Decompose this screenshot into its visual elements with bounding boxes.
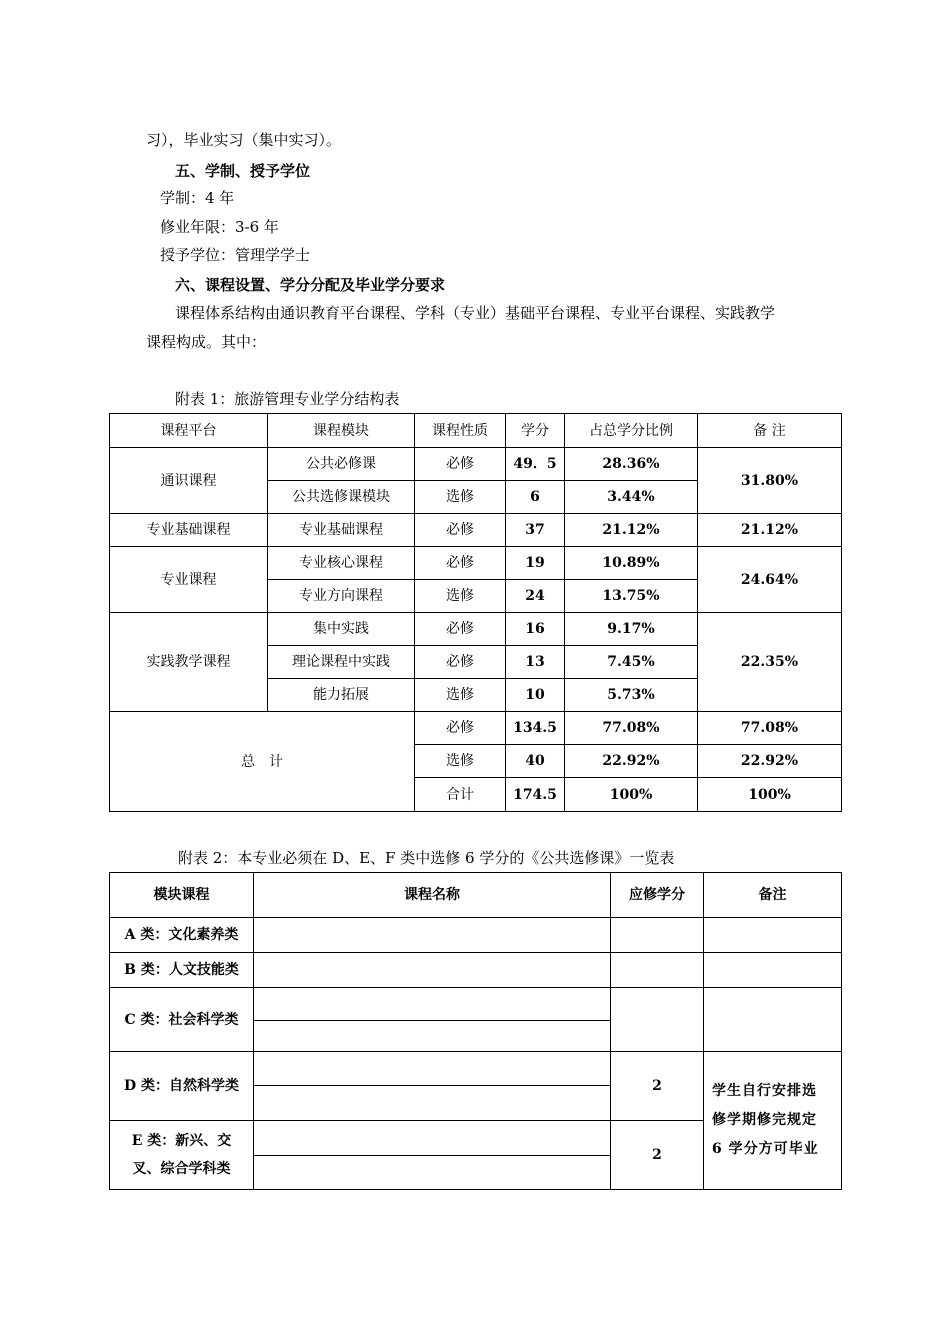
category-cell [110,1121,254,1190]
nature-cell: 合计 [415,778,506,812]
note-line: 学生自行安排选 [712,1083,817,1099]
table-row [110,613,842,646]
section-heading-6: 六、课程设置、学分分配及毕业学分要求 [175,276,446,294]
header-cell: 课程名称 [254,873,611,918]
course-name-cell [254,953,611,988]
note-line: 6 学分方可毕业 [712,1141,819,1157]
credit-cell: 6 [506,481,565,514]
ratio-cell: 77.08% [565,712,698,745]
credit-cell: 19 [506,547,565,580]
module-cell: 专业方向课程 [268,580,415,613]
table-row [110,918,842,953]
nature-cell: 必修 [415,547,506,580]
header-cell: 占总学分比例 [565,414,698,448]
note-cell [704,918,842,953]
table-row [110,988,842,1021]
ratio-cell: 5.73% [565,679,698,712]
header-cell: 课程平台 [110,414,268,448]
course-name-cell [254,1121,611,1156]
table-row [110,1052,842,1086]
nature-cell: 选修 [415,580,506,613]
table-row [110,547,842,580]
platform-cell: 实践教学课程 [110,613,268,712]
paragraph-line-2: 课程构成。其中： [146,333,267,351]
credit-cell [611,918,704,953]
credit-cell: 134.5 [506,712,565,745]
credit-cell: 13 [506,646,565,679]
nature-cell: 必修 [415,646,506,679]
nature-cell: 选修 [415,679,506,712]
intro-line: 习），毕业实习（集中实习）。 [146,131,342,149]
nature-cell: 必修 [415,514,506,547]
platform-cell: 专业基础课程 [110,514,268,547]
note-cell [704,1052,842,1190]
header-cell: 课程模块 [268,414,415,448]
module-cell: 专业核心课程 [268,547,415,580]
ratio-cell: 21.12% [565,514,698,547]
note-cell: 24.64% [698,547,842,613]
course-name-cell [254,1021,611,1052]
credit-cell: 49．5 [506,448,565,481]
category-cell: A 类：文化素养类 [110,918,254,953]
ratio-cell: 9.17% [565,613,698,646]
credit-cell: 10 [506,679,565,712]
platform-cell: 专业课程 [110,547,268,613]
header-cell: 应修学分 [611,873,704,918]
note-cell: 22.35% [698,613,842,712]
credit-cell: 2 [611,1052,704,1121]
module-cell: 集中实践 [268,613,415,646]
study-years-line: 修业年限：3-6 年 [160,218,279,236]
nature-cell: 必修 [415,448,506,481]
course-name-cell [254,1052,611,1086]
category-cell: C 类：社会科学类 [110,988,254,1052]
total-label: 总 计 [110,712,415,812]
ratio-cell: 100% [565,778,698,812]
module-cell: 专业基础课程 [268,514,415,547]
module-cell: 理论课程中实践 [268,646,415,679]
ratio-cell: 13.75% [565,580,698,613]
category-cell: D 类：自然科学类 [110,1052,254,1121]
elective-course-table [109,872,842,1190]
ratio-cell: 3.44% [565,481,698,514]
duration-line: 学制：4 年 [160,189,235,207]
note-line: 修学期修完规定 [712,1112,817,1128]
nature-cell: 必修 [415,613,506,646]
note-cell: 21.12% [698,514,842,547]
table-row [110,448,842,481]
table2-caption: 附表 2：本专业必须在 D、E、F 类中选修 6 学分的《公共选修课》一览表 [178,849,675,867]
credit-cell: 2 [611,1121,704,1190]
degree-line: 授予学位：管理学学士 [160,246,311,264]
table-row [110,953,842,988]
table1-caption: 附表 1：旅游管理专业学分结构表 [175,390,400,408]
note-cell: 31.80% [698,448,842,514]
ratio-cell: 22.92% [565,745,698,778]
category-cell: B 类：人文技能类 [110,953,254,988]
nature-cell: 必修 [415,712,506,745]
category-line: 叉、综合学科类 [132,1161,231,1177]
credit-cell: 24 [506,580,565,613]
table-row [110,514,842,547]
header-cell: 课程性质 [415,414,506,448]
note-cell [704,953,842,988]
course-name-cell [254,1156,611,1190]
header-cell: 备注 [704,873,842,918]
category-line: E 类：新兴、交 [131,1133,232,1149]
note-cell: 77.08% [698,712,842,745]
table-header-row [110,873,842,918]
credit-cell: 37 [506,514,565,547]
note-cell: 100% [698,778,842,812]
course-name-cell [254,918,611,953]
header-cell: 学分 [506,414,565,448]
platform-cell: 通识课程 [110,448,268,514]
credit-cell: 16 [506,613,565,646]
module-cell: 公共选修课模块 [268,481,415,514]
course-name-cell [254,1086,611,1121]
nature-cell: 选修 [415,745,506,778]
header-cell: 备 注 [698,414,842,448]
nature-cell: 选修 [415,481,506,514]
note-cell [704,988,842,1052]
total-row [110,712,842,745]
table-header-row [110,414,842,448]
ratio-cell: 28.36% [565,448,698,481]
paragraph-line-1: 课程体系结构由通识教育平台课程、学科（专业）基础平台课程、专业平台课程、实践教学 [175,304,776,322]
header-cell: 模块课程 [110,873,254,918]
ratio-cell: 10.89% [565,547,698,580]
section-heading-5: 五、学制、授予学位 [175,162,311,180]
credit-cell [611,988,704,1052]
credit-cell: 40 [506,745,565,778]
module-cell: 公共必修课 [268,448,415,481]
module-cell: 能力拓展 [268,679,415,712]
note-cell: 22.92% [698,745,842,778]
credit-cell [611,953,704,988]
ratio-cell: 7.45% [565,646,698,679]
credit-structure-table [109,413,842,812]
course-name-cell [254,988,611,1021]
credit-cell: 174.5 [506,778,565,812]
